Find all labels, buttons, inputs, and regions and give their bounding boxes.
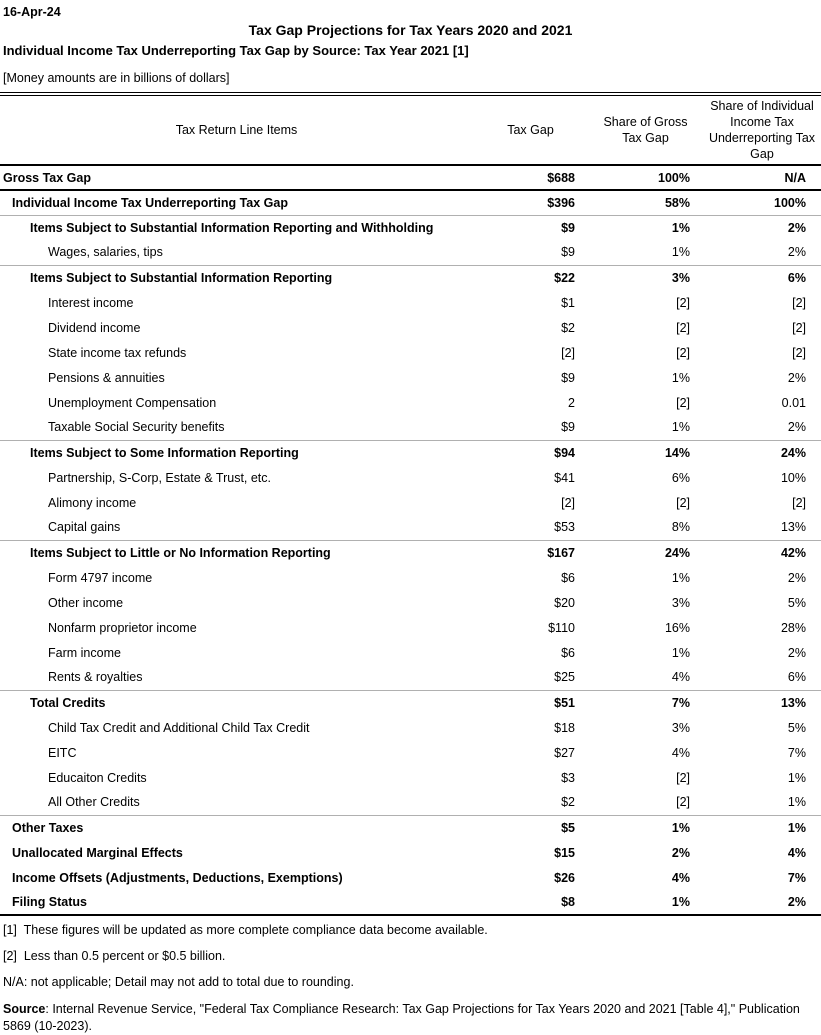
cell-value: 3% [671,595,690,610]
cell-value: [2] [676,770,690,785]
table-row [0,490,821,515]
column-header-line-items: Tax Return Line Items [0,96,473,165]
cell-value: 7% [787,870,806,885]
tax-gap-table [0,96,821,916]
table-row [0,440,821,465]
row-label: Dividend income [48,320,141,335]
row-label: Other Taxes [12,820,84,835]
cell-value: 1% [787,770,806,785]
cell-value: 2% [703,240,821,265]
row-label: Other income [48,595,124,610]
table-row [0,465,821,490]
report-subtitle: Individual Income Tax Underreporting Tax Gap by Source: Tax Year 2021 [1] [3,43,469,58]
report-date: 16-Apr-24 [3,5,61,19]
cell-value: 1% [703,790,821,815]
cell-value: $5 [561,820,575,835]
row-label: Taxable Social Security benefits [0,415,473,440]
cell-value: 8% [588,515,703,540]
table-row [0,265,821,290]
row-label: Interest income [48,295,134,310]
table-row [0,190,821,215]
cell-value: 2% [671,845,690,860]
row-label: Form 4797 income [48,570,153,585]
table-row [0,715,821,740]
table-row [0,890,821,915]
cell-value: 2% [703,415,821,440]
row-label: Gross Tax Gap [0,165,473,190]
row-label: Items Subject to Substantial Information Reporting and Withholding [30,220,434,235]
table-body [0,165,821,915]
table-row [0,640,821,665]
table-row [0,815,821,840]
cell-value: 2 [568,395,575,410]
table-row [0,240,821,265]
row-label: Items Subject to Little or No Information Reporting [30,545,331,560]
row-label: Income Offsets (Adjustments, Deductions, Exemptions) [12,870,343,885]
source-text: : Internal Revenue Service, "Federal Tax Compliance Research: Tax Gap Projections for Tax Years 2020 and 2021 [Table 4]," Publication 5869 (10-2023). [3,1002,804,1033]
cell-value: $26 [554,870,575,885]
table-row [0,390,821,415]
cell-value: 5% [787,720,806,735]
cell-value: 10% [780,470,806,485]
cell-value: 100% [703,190,821,215]
cell-value: 1% [588,890,703,915]
cell-value: $27 [554,745,575,760]
cell-value: 5% [787,595,806,610]
cell-value: 4% [671,870,690,885]
row-label: All Other Credits [0,790,473,815]
cell-value: 4% [787,845,806,860]
cell-value: 2% [787,370,806,385]
cell-value: [2] [676,345,690,360]
row-label: Unemployment Compensation [48,395,217,410]
row-label: State income tax refunds [48,345,187,360]
cell-value: 2% [787,570,806,585]
footnotes [0,923,808,1035]
cell-value: [2] [588,790,703,815]
cell-value: 6% [671,470,690,485]
cell-value: 1% [671,570,690,585]
table-header-row [0,96,821,165]
table-row [0,740,821,765]
row-label: Items Subject to Substantial Information Reporting [30,270,333,285]
cell-value: 2% [787,220,806,235]
cell-value: $20 [554,595,575,610]
table-row [0,415,821,440]
report-title: Tax Gap Projections for Tax Years 2020 and 2021 [248,22,573,38]
table-row [0,565,821,590]
row-label: Child Tax Credit and Additional Child Tax Credit [48,720,310,735]
cell-value: $9 [561,220,575,235]
cell-value: $8 [473,890,588,915]
cell-value: $110 [548,620,575,635]
table-row [0,865,821,890]
cell-value: [2] [792,495,806,510]
cell-value: 6% [787,270,806,285]
cell-value: $1 [561,295,575,310]
row-label: Educaiton Credits [48,770,147,785]
cell-value: $9 [473,240,588,265]
footnote-2: [2] Less than 0.5 percent or $0.5 billion. [3,949,226,963]
cell-value: $396 [473,190,588,215]
cell-value: $18 [554,720,575,735]
cell-value: [2] [792,295,806,310]
cell-value: [2] [676,295,690,310]
table-row [0,540,821,565]
cell-value: 1% [671,820,690,835]
cell-value: 16% [664,620,690,635]
row-label: EITC [48,745,77,760]
cell-value: 24% [664,545,690,560]
cell-value: 28% [780,620,806,635]
table-row [0,615,821,640]
cell-value: $25 [473,665,588,690]
cell-value: 24% [780,445,806,460]
cell-value: $94 [554,445,575,460]
row-label: Pensions & annuities [48,370,165,385]
cell-value: 58% [588,190,703,215]
cell-value: $9 [561,370,575,385]
cell-value: $6 [561,645,575,660]
cell-value: N/A [703,165,821,190]
cell-value: $15 [554,845,575,860]
cell-value: $2 [473,790,588,815]
cell-value: 1% [671,220,690,235]
table-row [0,840,821,865]
row-label: Individual Income Tax Underreporting Tax Gap [0,190,473,215]
table-row [0,665,821,690]
cell-value: 1% [671,645,690,660]
cell-value: 4% [588,665,703,690]
cell-value: 100% [588,165,703,190]
cell-value: 1% [588,240,703,265]
cell-value: 2% [787,645,806,660]
cell-value: 1% [588,415,703,440]
row-label: Capital gains [0,515,473,540]
row-label: Rents & royalties [0,665,473,690]
cell-value: 4% [671,745,690,760]
table-row [0,790,821,815]
cell-value: [2] [792,320,806,335]
cell-value: 14% [664,445,690,460]
row-label: Partnership, S-Corp, Estate & Trust, etc. [48,470,272,485]
cell-value: [2] [561,345,575,360]
cell-value: 3% [671,270,690,285]
row-label: Alimony income [48,495,137,510]
cell-value: $22 [554,270,575,285]
table-row [0,365,821,390]
row-label: Wages, salaries, tips [0,240,473,265]
cell-value: $51 [554,695,575,710]
cell-value: $6 [561,570,575,585]
cell-value: 0.01 [781,395,806,410]
row-label: Unallocated Marginal Effects [12,845,183,860]
table-row [0,340,821,365]
table-row [0,215,821,240]
cell-value: 7% [787,745,806,760]
cell-value: $3 [561,770,575,785]
column-header-tax-gap: Tax Gap [473,96,588,165]
cell-value: $167 [547,545,575,560]
cell-value: $688 [473,165,588,190]
cell-value: 6% [703,665,821,690]
cell-value: [2] [561,495,575,510]
row-label: Farm income [48,645,121,660]
source-note [3,1001,808,1035]
table-row [0,165,821,190]
row-label: Total Credits [30,695,106,710]
row-label: Filing Status [0,890,473,915]
column-header-share-individual: Share of Individual Income Tax Underreporting Tax Gap [703,96,821,165]
table-row [0,290,821,315]
cell-value: $9 [473,415,588,440]
cell-value: [2] [792,345,806,360]
table-row [0,690,821,715]
row-label: Items Subject to Some Information Reporting [30,445,299,460]
cell-value: $2 [561,320,575,335]
table-row [0,315,821,340]
cell-value: $53 [473,515,588,540]
cell-value: 42% [780,545,806,560]
cell-value: 3% [671,720,690,735]
cell-value: 13% [703,515,821,540]
footnote-1: [1] These figures will be updated as more complete compliance data become available. [3,923,488,937]
cell-value: 13% [780,695,806,710]
cell-value: 2% [703,890,821,915]
table-row [0,515,821,540]
cell-value: [2] [676,495,690,510]
cell-value: 1% [787,820,806,835]
footnote-na: N/A: not applicable; Detail may not add to total due to rounding. [3,975,354,989]
source-label: Source [3,1002,46,1016]
cell-value: 7% [671,695,690,710]
row-label: Nonfarm proprietor income [48,620,197,635]
cell-value: $41 [554,470,575,485]
units-note: [Money amounts are in billions of dollars] [3,71,230,85]
cell-value: [2] [676,395,690,410]
table-row [0,590,821,615]
table-row [0,765,821,790]
column-header-share-gross: Share of Gross Tax Gap [588,96,703,165]
cell-value: 1% [671,370,690,385]
cell-value: [2] [676,320,690,335]
